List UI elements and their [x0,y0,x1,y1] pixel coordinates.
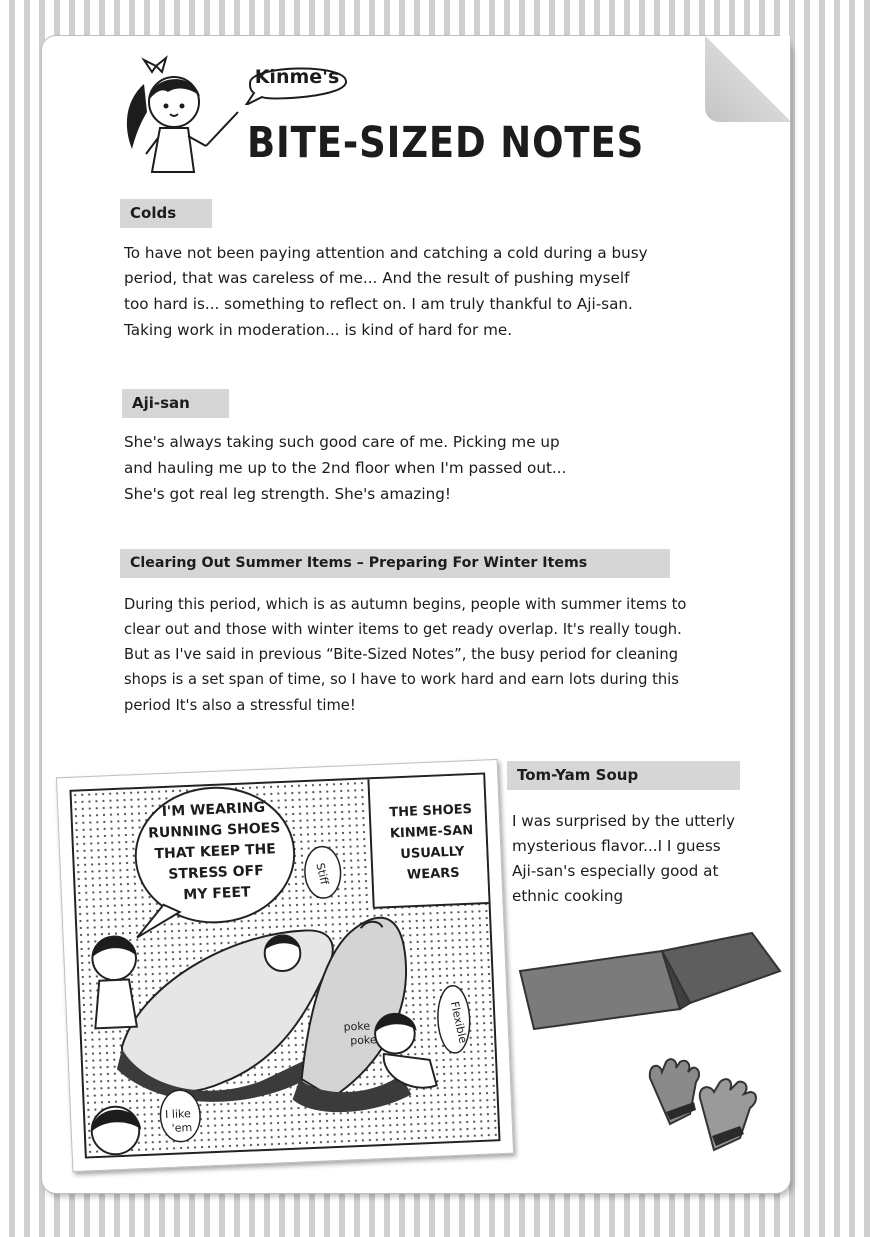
comic-caption-line: USUALLY [400,844,465,863]
comic-speech-line: THAT KEEP THE [154,841,277,863]
comic-speech-line: RUNNING SHOES [147,820,281,842]
comic-speech-line: I'M WEARING [161,799,266,821]
note-tom-yam-line: ethnic cooking [512,887,624,905]
sfx-poke: poke [343,1019,371,1034]
note-colds-line: period, that was careless of me... And the result of pushing myself [124,269,630,287]
kicker-label: Kinme's [254,66,340,88]
kinme-character-illustration [122,54,242,184]
note-aji-san-line: She's got real leg strength. She's amazing! [124,485,451,503]
gloves-illustration [640,1058,780,1168]
comic-caption-line: KINME-SAN [389,823,474,842]
note-tom-yam-line: I was surprised by the utterly [512,812,735,830]
note-aji-san-line: She's always taking such good care of me. Picking me up [124,433,560,451]
note-colds-line: too hard is... something to reflect on. I am truly thankful to Aji-san. [124,295,633,313]
note-tom-yam-line: Aji-san's especially good at [512,862,719,880]
sfx-flexible: Flexible [447,1000,470,1045]
sfx-em: 'em [171,1121,193,1135]
comic-caption-line: THE SHOES [389,802,473,821]
note-clearing-out-line: But as I've said in previous “Bite-Sized Notes”, the busy period for cleaning [124,646,679,663]
heading-aji-san: Aji-san [122,389,229,418]
comic-speech-line: STRESS OFF [168,862,265,883]
note-clearing-out-line: During this period, which is as autumn begins, people with summer items to [124,596,687,613]
scarf-illustration [512,931,787,1051]
note-clearing-out-line: period It's also a stressful time! [124,697,356,714]
note-tom-yam-line: mysterious flavor...I I guess [512,837,721,855]
note-clearing-out-line: clear out and those with winter items to get ready overlap. It's really tough. [124,621,682,638]
note-colds-line: Taking work in moderation... is kind of hard for me. [124,321,513,339]
heading-colds: Colds [120,199,212,228]
comic-caption-line: WEARS [406,865,460,883]
page-fold-corner [705,36,790,122]
note-aji-san-line: and hauling me up to the 2nd floor when I'm passed out... [124,459,567,477]
heading-clearing-out: Clearing Out Summer Items – Preparing For Winter Items [120,549,670,578]
note-clearing-out-line: shops is a set span of time, so I have to work hard and earn lots during this [124,671,679,688]
notes-page [42,36,790,1193]
heading-tom-yam-soup: Tom-Yam Soup [507,761,740,790]
sfx-i-like: I like [164,1107,191,1122]
note-colds-line: To have not been paying attention and catching a cold during a busy [124,244,648,262]
comic-panel [56,759,514,1172]
sfx-stiff: Stiff [313,861,331,886]
sfx-poke: poke [349,1033,377,1048]
page-title: BITE-SIZED NOTES [247,118,645,168]
comic-speech-line: MY FEET [183,884,251,904]
